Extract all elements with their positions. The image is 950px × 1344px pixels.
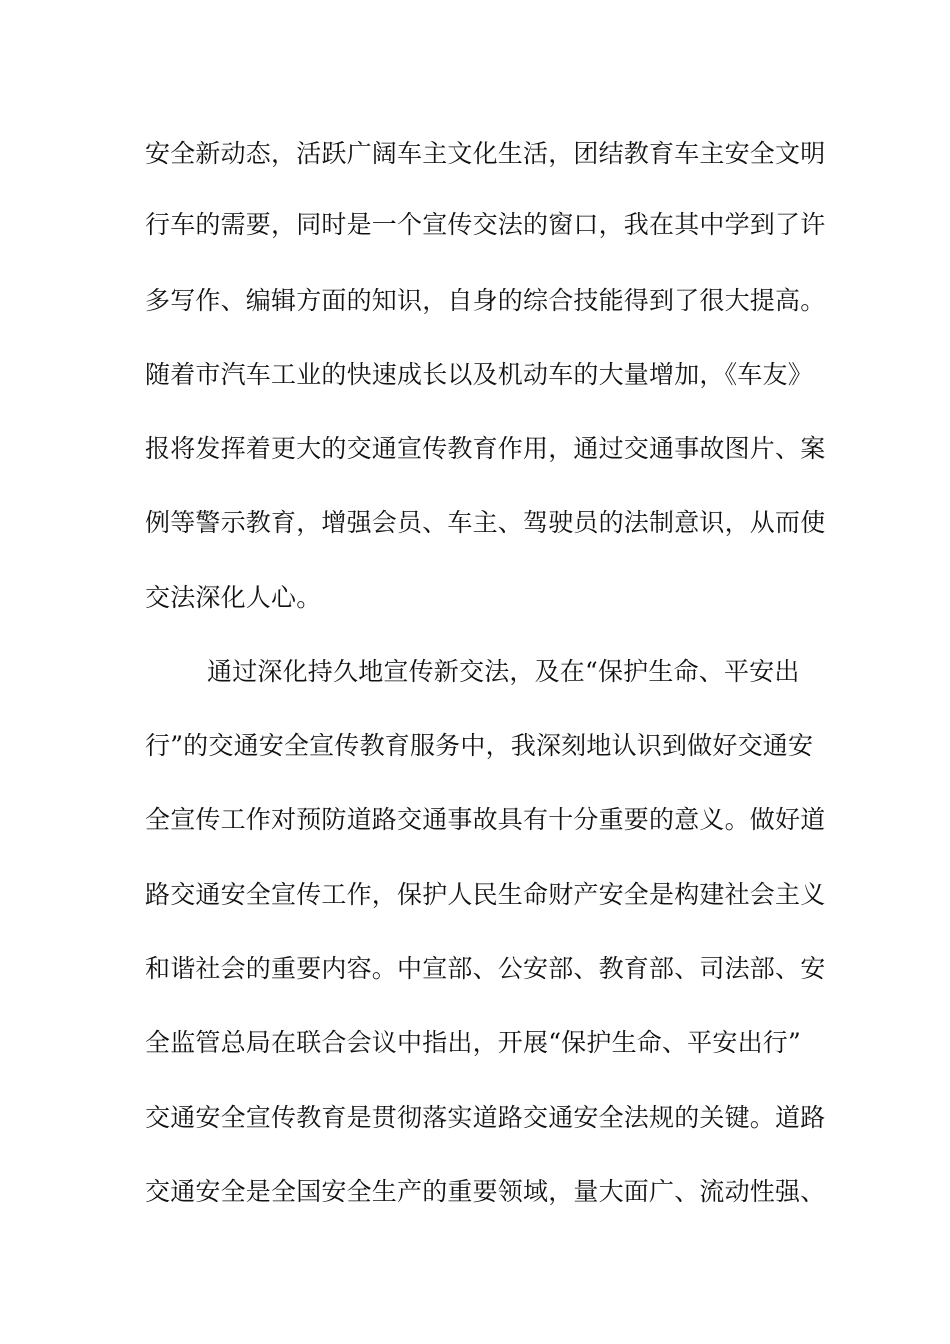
paragraph-line: 例等警示教育，增强会员、车主、驾驶员的法制意识，从而使	[145, 508, 826, 537]
paragraph-line: 行”的交通安全宣传教育服务中，我深刻地认识到做好交通安	[145, 731, 814, 760]
paragraph-line: 交通安全宣传教育是贯彻落实道路交通安全法规的关键。道路	[145, 1103, 826, 1132]
paragraph-line: 随着市汽车工业的快速成长以及机动车的大量增加，《车友》	[145, 360, 813, 389]
paragraph-line: 通过深化持久地宣传新交法，及在“保护生命、平安出	[207, 657, 800, 686]
paragraph-line: 行车的需要，同时是一个宣传交法的窗口，我在其中学到了许	[145, 210, 826, 239]
paragraph-line: 全宣传工作对预防道路交通事故具有十分重要的意义。做好道	[145, 805, 826, 834]
paragraph-line: 和谐社会的重要内容。中宣部、公安部、教育部、司法部、安	[145, 954, 826, 983]
paragraph-line: 多写作、编辑方面的知识，自身的综合技能得到了很大提高。	[145, 286, 826, 315]
paragraph-line: 交通安全是全国安全生产的重要领域，量大面广、流动性强、	[145, 1177, 826, 1206]
paragraph-line: 报将发挥着更大的交通宣传教育作用，通过交通事故图片、案	[145, 434, 826, 463]
paragraph-line: 安全新动态，活跃广阔车主文化生活，团结教育车主安全文明	[145, 139, 826, 168]
paragraph-line: 路交通安全宣传工作，保护人民生命财产安全是构建社会主义	[145, 880, 826, 909]
paragraph-line: 交法深化人心。	[145, 583, 322, 612]
paragraph-line: 全监管总局在联合会议中指出，开展“保护生命、平安出行”	[145, 1028, 801, 1057]
